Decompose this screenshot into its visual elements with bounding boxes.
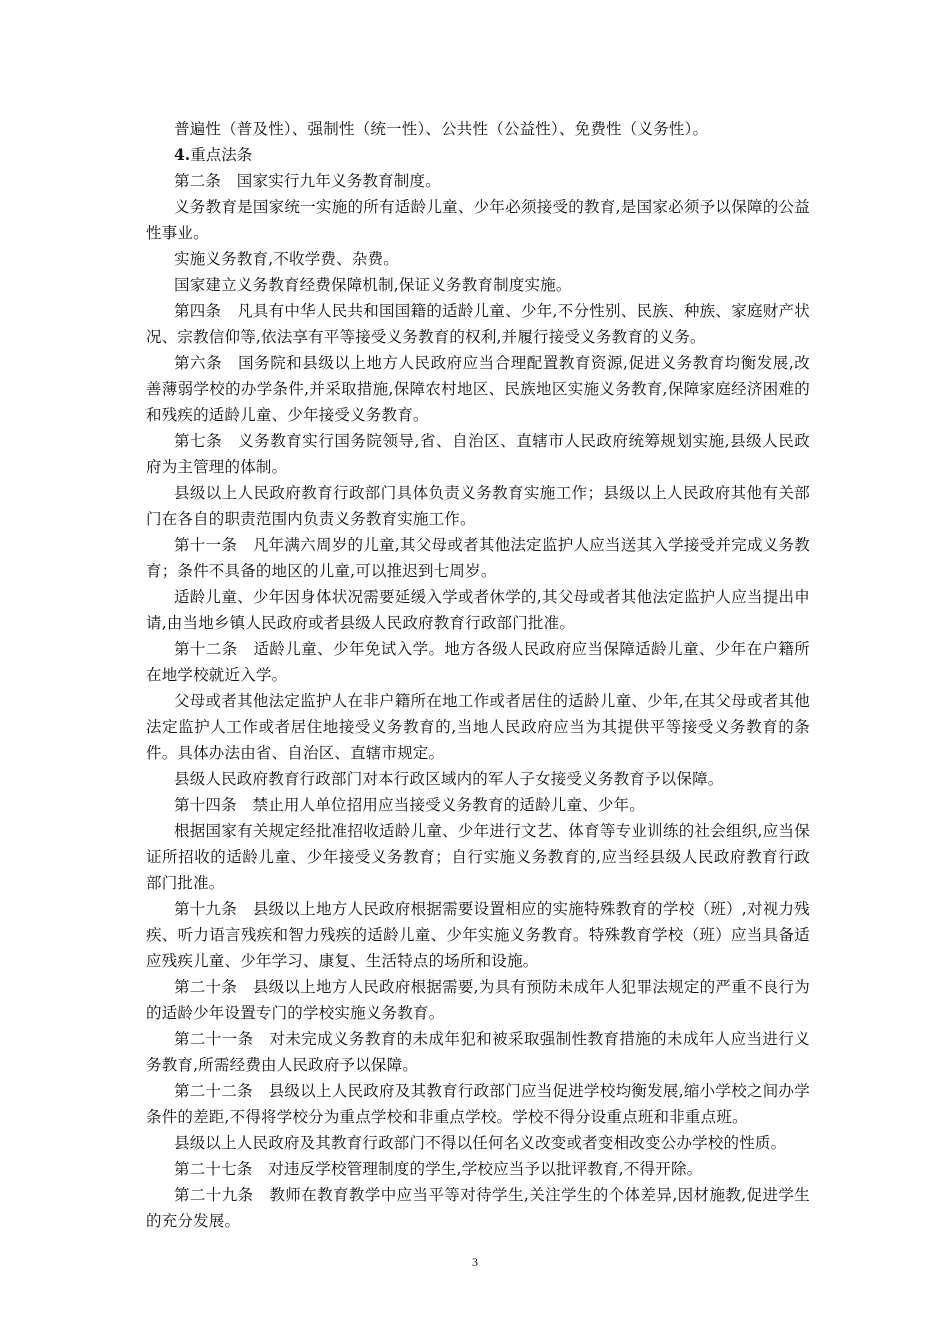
document-body [146, 116, 810, 1234]
paragraph: 第十九条 县级以上地方人民政府根据需要设置相应的实施特殊教育的学校（班）,对视力残疾、听力语言残疾和智力残疾的适龄儿童、少年实施义务教育。特殊教育学校（班）应当具备适应残疾儿童、少年学习、康复、生活特点的场所和设施。 [146, 900, 810, 970]
paragraph: 县级人民政府教育行政部门对本行政区域内的军人子女接受义务教育予以保障。 [174, 770, 724, 788]
paragraph: 根据国家有关规定经批准招收适龄儿童、少年进行文艺、体育等专业训练的社会组织,应当保证所招收的适龄儿童、少年接受义务教育；自行实施义务教育的,应当经县级人民政府教育行政部门批准。 [146, 822, 810, 892]
paragraph: 第二十七条 对违反学校管理制度的学生,学校应当予以批评教育,不得开除。 [174, 1160, 703, 1178]
paragraph: 国家建立义务教育经费保障机制,保证义务教育制度实施。 [174, 276, 572, 294]
paragraph: 义务教育是国家统一实施的所有适龄儿童、少年必须接受的教育,是国家必须予以保障的公益性事业。 [146, 198, 810, 242]
page-number: 3 [472, 1255, 478, 1269]
paragraph: 实施义务教育,不收学费、杂费。 [174, 250, 399, 268]
paragraph: 普遍性（普及性）、强制性（统一性）、公共性（公益性）、免费性（义务性）。 [174, 120, 709, 138]
paragraph: 第二十条 县级以上地方人民政府根据需要,为具有预防未成年人犯罪法规定的严重不良行为的适龄少年设置专门的学校实施义务教育。 [146, 978, 810, 1022]
paragraph: 第二十九条 教师在教育教学中应当平等对待学生,关注学生的个体差异,因材施教,促进学生的充分发展。 [146, 1186, 810, 1230]
paragraph: 第二条 国家实行九年义务教育制度。 [174, 172, 441, 190]
section-heading [146, 142, 810, 168]
paragraph: 第十一条 凡年满六周岁的儿童,其父母或者其他法定监护人应当送其入学接受并完成义务教育；条件不具备的地区的儿童,可以推迟到七周岁。 [146, 536, 810, 580]
paragraph: 县级以上人民政府及其教育行政部门不得以任何名义改变或者变相改变公办学校的性质。 [174, 1134, 787, 1152]
section-number: 4. [174, 145, 191, 164]
paragraph: 第二十二条 县级以上人民政府及其教育行政部门应当促进学校均衡发展,缩小学校之间办学条件的差距,不得将学校分为重点学校和非重点学校。学校不得分设重点班和非重点班。 [146, 1082, 810, 1126]
paragraph: 父母或者其他法定监护人在非户籍所在地工作或者居住的适龄儿童、少年,在其父母或者其他法定监护人工作或者居住地接受义务教育的,当地人民政府应当为其提供平等接受义务教育的条件。具体办法由省、自治区、直辖市规定。 [146, 692, 810, 762]
paragraph: 第七条 义务教育实行国务院领导,省、自治区、直辖市人民政府统筹规划实施,县级人民政府为主管理的体制。 [146, 432, 810, 476]
paragraph: 第十二条 适龄儿童、少年免试入学。地方各级人民政府应当保障适龄儿童、少年在户籍所在地学校就近入学。 [146, 640, 810, 684]
paragraph: 适龄儿童、少年因身体状况需要延缓入学或者休学的,其父母或者其他法定监护人应当提出申请,由当地乡镇人民政府或者县级人民政府教育行政部门批准。 [146, 588, 810, 632]
paragraph: 第二十一条 对未完成义务教育的未成年犯和被采取强制性教育措施的未成年人应当进行义务教育,所需经费由人民政府予以保障。 [146, 1030, 810, 1074]
paragraph: 第四条 凡具有中华人民共和国国籍的适龄儿童、少年,不分性别、民族、种族、家庭财产状况、宗教信仰等,依法享有平等接受义务教育的权利,并履行接受义务教育的义务。 [146, 302, 810, 346]
paragraph: 第十四条 禁止用人单位招用应当接受义务教育的适龄儿童、少年。 [174, 796, 646, 814]
paragraph: 县级以上人民政府教育行政部门具体负责义务教育实施工作；县级以上人民政府其他有关部门在各自的职责范围内负责义务教育实施工作。 [146, 484, 810, 528]
section-title: 重点法条 [190, 146, 253, 164]
paragraph: 第六条 国务院和县级以上地方人民政府应当合理配置教育资源,促进义务教育均衡发展,改善薄弱学校的办学条件,并采取措施,保障农村地区、民族地区实施义务教育,保障家庭经济困难的和残疾的适龄儿童、少年接受义务教育。 [146, 354, 810, 424]
